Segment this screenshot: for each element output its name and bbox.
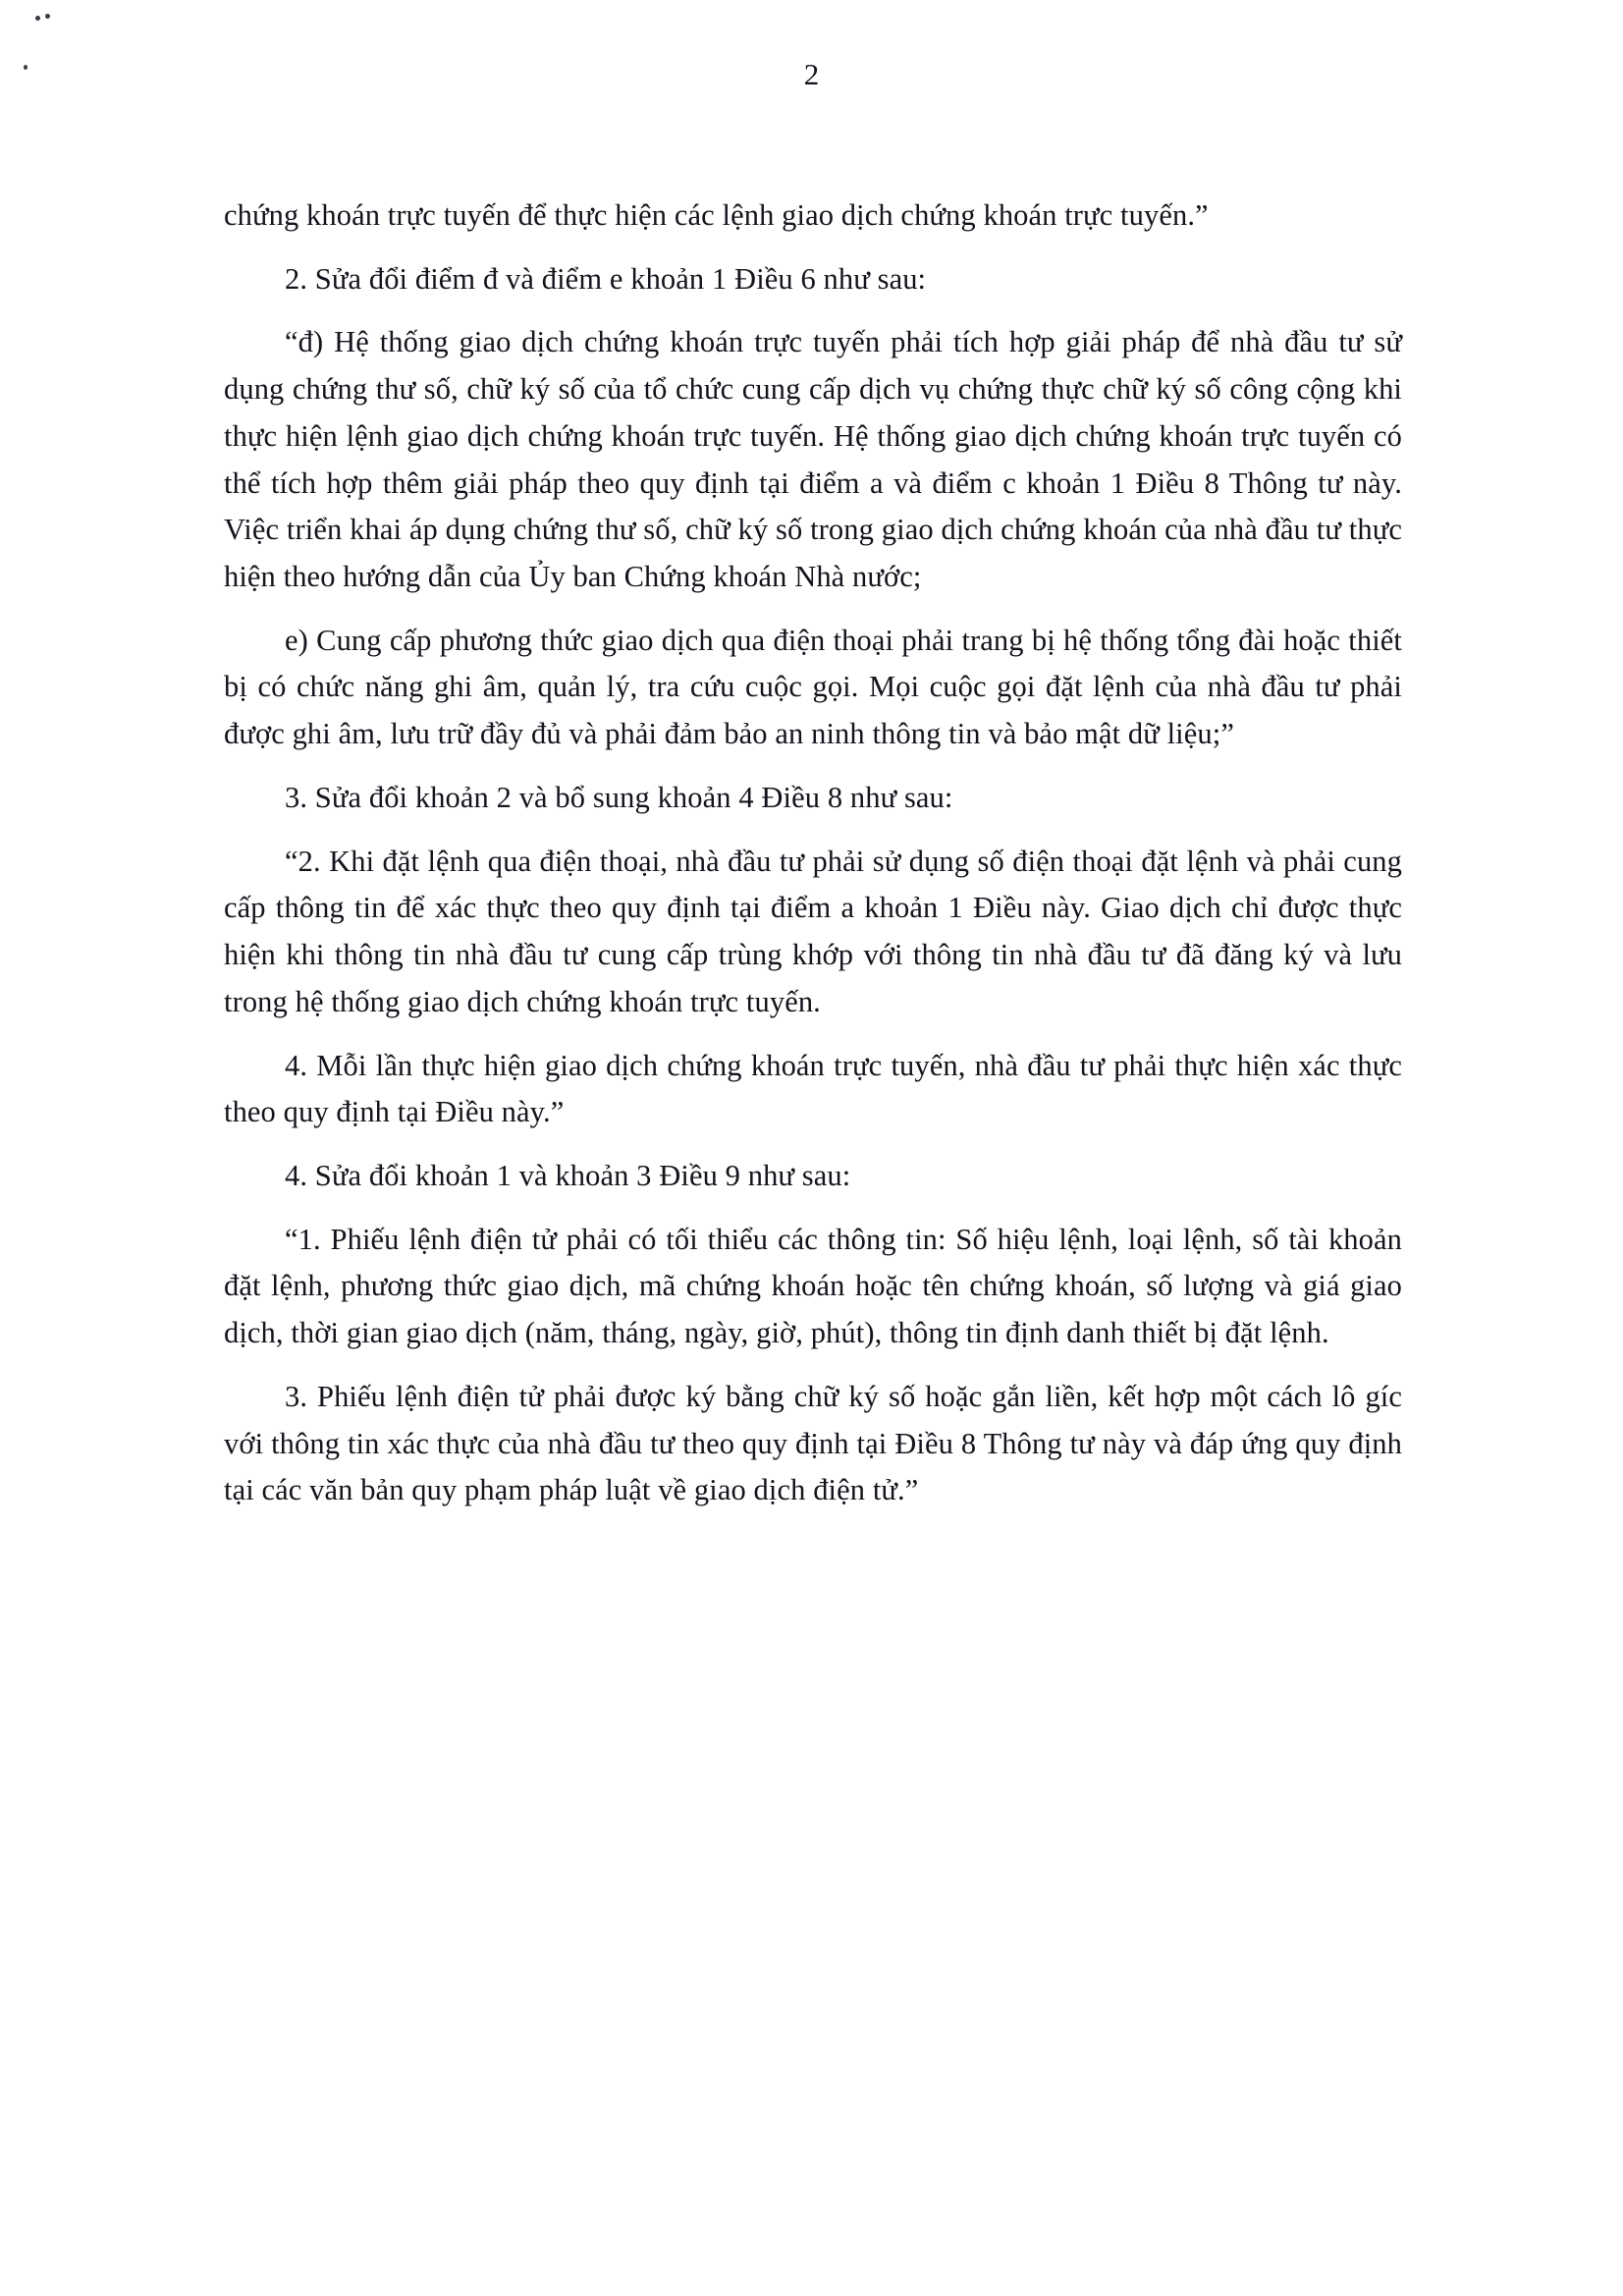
scan-speck-icon (35, 16, 40, 21)
paragraph-7: 4. Mỗi lần thực hiện giao dịch chứng khoán trực tuyến, nhà đầu tư phải thực hiện xác thực theo quy định tại Điều này.” (224, 1048, 1402, 1129)
paragraph-10: 3. Phiếu lệnh điện tử phải được ký bằng chữ ký số hoặc gắn liền, kết hợp một cách lô gíc với thông tin xác thực của nhà đầu tư theo quy định tại Điều 8 Thông tư này và đáp ứng quy định tại các văn bản quy phạm pháp luật về giao dịch điện tử.” (224, 1379, 1402, 1507)
page-number: 2 (803, 57, 820, 91)
paragraph-5: 3. Sửa đổi khoản 2 và bổ sung khoản 4 Điều 8 như sau: (285, 780, 953, 814)
document-body (224, 192, 1402, 1531)
paragraph-8: 4. Sửa đổi khoản 1 và khoản 3 Điều 9 như sau: (285, 1158, 851, 1192)
paragraph-6: “2. Khi đặt lệnh qua điện thoại, nhà đầu tư phải sử dụng số điện thoại đặt lệnh và phải cung cấp thông tin để xác thực theo quy định tại điểm a khoản 1 Điều này. Giao dịch chỉ được thực hiện khi thông tin nhà đầu tư cung cấp trùng khớp với thông tin nhà đầu tư đã đăng ký và lưu trong hệ thống giao dịch chứng khoán trực tuyến. (224, 844, 1402, 1018)
paragraph-4: e) Cung cấp phương thức giao dịch qua điện thoại phải trang bị hệ thống tổng đài hoặc thiết bị có chức năng ghi âm, quản lý, tra cứu cuộc gọi. Mọi cuộc gọi đặt lệnh của nhà đầu tư phải được ghi âm, lưu trữ đầy đủ và phải đảm bảo an ninh thông tin và bảo mật dữ liệu;” (224, 623, 1402, 751)
paragraph-1: chứng khoán trực tuyến để thực hiện các lệnh giao dịch chứng khoán trực tuyến.” (224, 198, 1209, 232)
scan-speck-icon (45, 14, 50, 19)
paragraph-9: “1. Phiếu lệnh điện tử phải có tối thiểu các thông tin: Số hiệu lệnh, loại lệnh, số tài khoản đặt lệnh, phương thức giao dịch, mã chứng khoán hoặc tên chứng khoán, số lượng và giá giao dịch, thời gian giao dịch (năm, tháng, ngày, giờ, phút), thông tin định danh thiết bị đặt lệnh. (224, 1222, 1402, 1350)
paragraph-3: “đ) Hệ thống giao dịch chứng khoán trực tuyến phải tích hợp giải pháp để nhà đầu tư sử dụng chứng thư số, chữ ký số của tổ chức cung cấp dịch vụ chứng thực chữ ký số công cộng khi thực hiện lệnh giao dịch chứng khoán trực tuyến. Hệ thống giao dịch chứng khoán trực tuyến có thể tích hợp thêm giải pháp theo quy định tại điểm a và điểm c khoản 1 Điều 8 Thông tư này. Việc triển khai áp dụng chứng thư số, chữ ký số trong giao dịch chứng khoán của nhà đầu tư thực hiện theo hướng dẫn của Ủy ban Chứng khoán Nhà nước; (224, 325, 1402, 594)
paragraph-2: 2. Sửa đổi điểm đ và điểm e khoản 1 Điều 6 như sau: (285, 261, 927, 296)
